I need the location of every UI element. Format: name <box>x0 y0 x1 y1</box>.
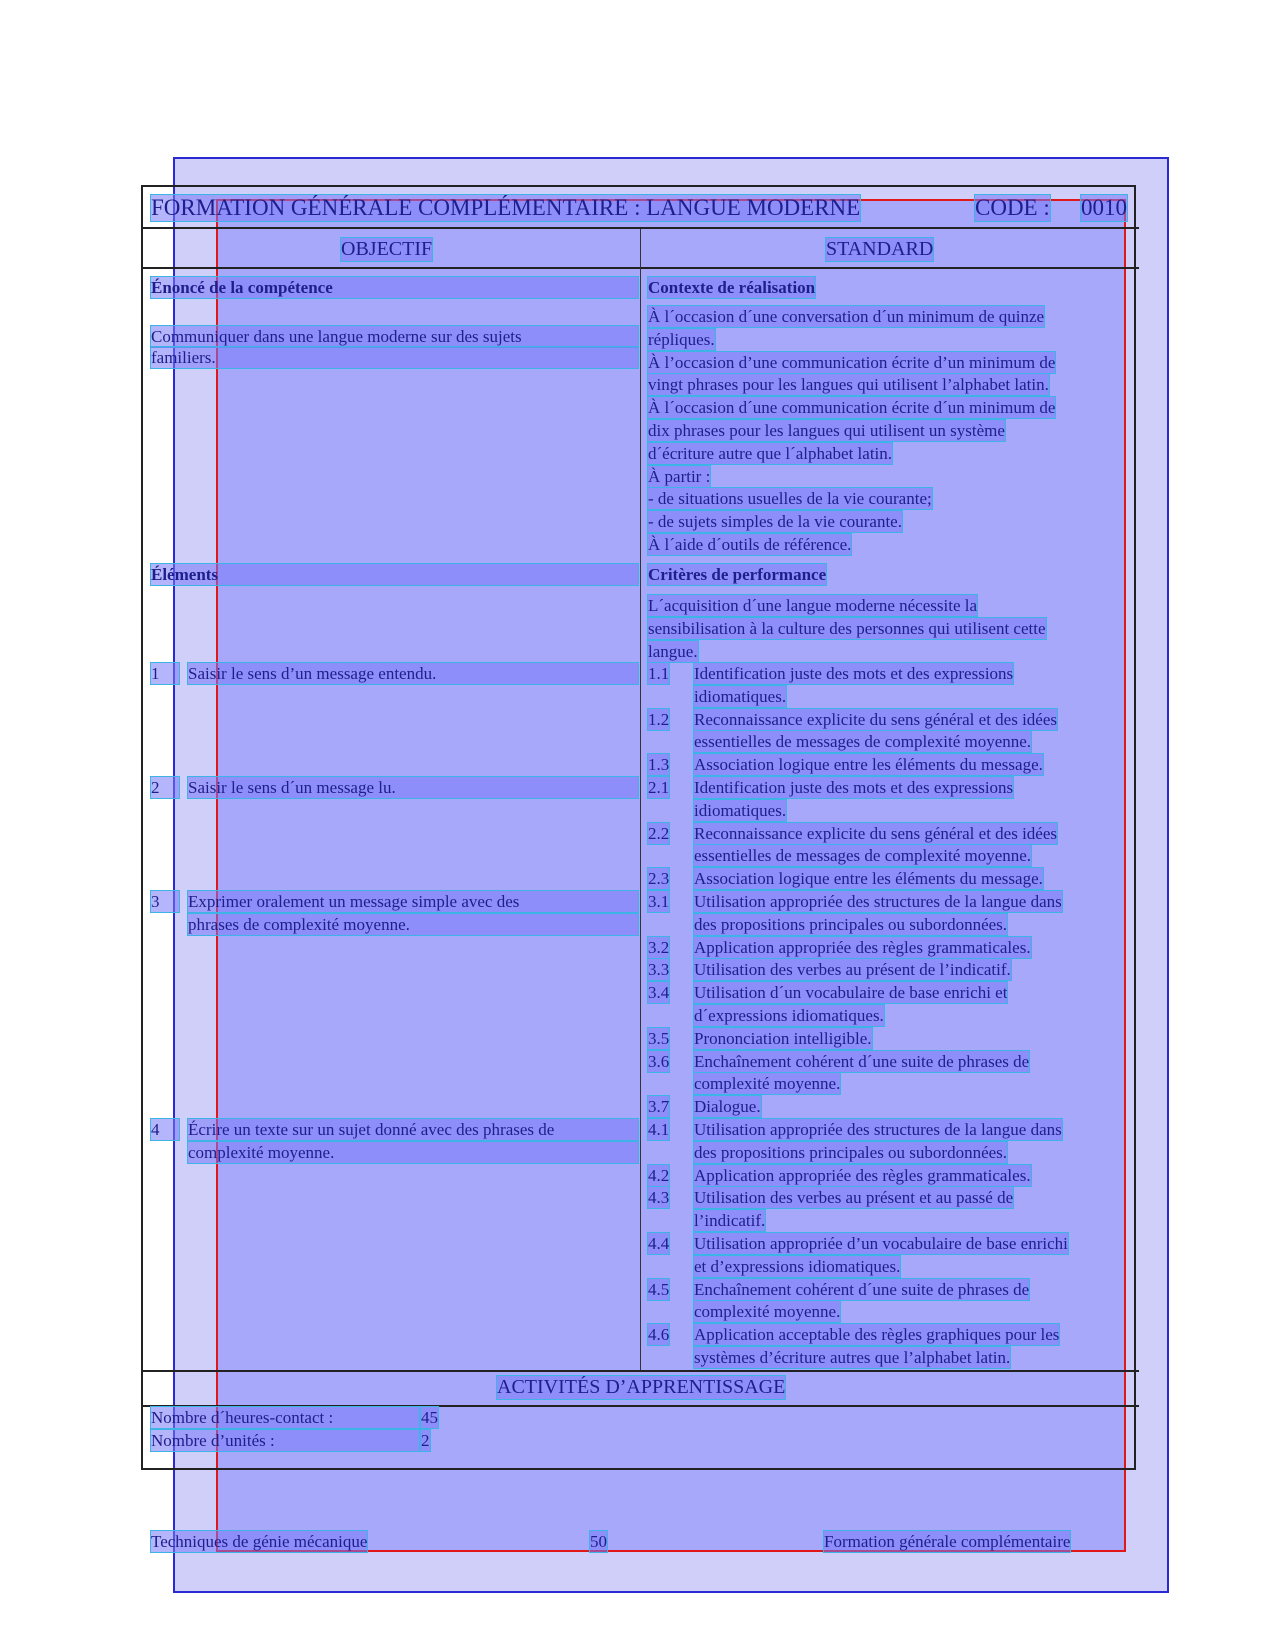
criterion-text: essentielles de messages de complexité moyenne. <box>694 846 1032 866</box>
criterion-text: Utilisation appropriée d’un vocabulaire de base enrichi <box>694 1234 1068 1253</box>
contexte-line: - de situations usuelles de la vie courante; <box>648 489 932 509</box>
criterion-text: essentielles de messages de complexité moyenne. <box>694 732 1032 752</box>
criterion-number: 4.2 <box>648 1165 670 1185</box>
criterion-text: Application appropriée des règles grammaticales. <box>694 1165 1031 1185</box>
criterion-number: 4.3 <box>648 1188 670 1208</box>
criterion-number: 3.7 <box>648 1097 670 1117</box>
contexte-line: répliques. <box>648 329 715 349</box>
competence-heading: Énoncé de la compétence <box>151 277 638 298</box>
contexte-line: vingt phrases pour les langues qui utilisent l’alphabet latin. <box>648 375 1049 395</box>
element-number: 3 <box>151 891 179 912</box>
competence-line: Communiquer dans une langue moderne sur des sujets <box>151 326 638 347</box>
criteres-heading: Critères de performance <box>648 565 827 584</box>
criterion-text: Identification juste des mots et des expressions <box>694 664 1014 683</box>
criterion-text: Application appropriée des règles grammaticales. <box>694 937 1031 957</box>
criterion-text: Reconnaissance explicite du sens général et des idées <box>694 823 1058 843</box>
intro-line: sensibilisation à la culture des personnes qui utilisent cette <box>648 618 1046 638</box>
element-text: phrases de complexité moyenne. <box>188 914 638 935</box>
contexte-line: dix phrases pour les langues qui utilisent un système <box>648 421 1005 440</box>
heures-value: 45 <box>421 1408 438 1427</box>
contexte-line: À l’occasion d’une communication écrite d’un minimum de <box>648 352 1056 372</box>
criterion-text: Reconnaissance explicite du sens général et des idées <box>694 709 1058 729</box>
criterion-number: 4.5 <box>648 1279 670 1299</box>
contexte-line: d´écriture autre que l´alphabet latin. <box>648 443 893 463</box>
footer-left: Techniques de génie mécanique <box>151 1532 368 1551</box>
criterion-number: 2.2 <box>648 823 670 843</box>
criterion-text: systèmes d’écriture autres que l’alphabet latin. <box>694 1348 1011 1367</box>
criterion-text: Application acceptable des règles graphiques pour les <box>694 1325 1060 1345</box>
criterion-text: Association logique entre les éléments du message. <box>694 869 1043 889</box>
intro-line: langue. <box>648 641 698 661</box>
criterion-text: Identification juste des mots et des expressions <box>694 778 1014 797</box>
element-text: Saisir le sens d´un message lu. <box>188 777 638 798</box>
criterion-text: complexité moyenne. <box>694 1302 841 1322</box>
criterion-text: des propositions principales ou subordonnées. <box>694 914 1008 934</box>
column-separator <box>640 229 641 1370</box>
element-text: Écrire un texte sur un sujet donné avec des phrases de <box>188 1119 638 1140</box>
contexte-line: - de sujets simples de la vie courante. <box>648 512 902 532</box>
activities-top-divider <box>141 1370 1139 1372</box>
criterion-text: Utilisation des verbes au présent de l’indicatif. <box>694 960 1011 980</box>
code-label: CODE : <box>975 195 1050 220</box>
criterion-text: idiomatiques. <box>694 800 787 820</box>
contexte-line: À l´aide d´outils de référence. <box>648 535 852 554</box>
criterion-text: Enchaînement cohérent d´une suite de phrases de <box>694 1051 1030 1071</box>
criterion-number: 4.4 <box>648 1234 670 1253</box>
criterion-text: l’indicatif. <box>694 1211 766 1231</box>
criterion-text: Utilisation appropriée des structures de la langue dans <box>694 892 1062 911</box>
criterion-number: 3.2 <box>648 937 670 957</box>
footer-page-number: 50 <box>590 1532 607 1551</box>
criterion-text: et d’expressions idiomatiques. <box>694 1256 901 1276</box>
criterion-number: 3.4 <box>648 983 670 1003</box>
intro-line: L´acquisition d´une langue moderne nécessite la <box>648 596 978 615</box>
activites-heading: ACTIVITÉS D’APPRENTISSAGE <box>497 1376 786 1398</box>
criterion-number: 2.3 <box>648 869 670 889</box>
criterion-number: 1.3 <box>648 755 670 775</box>
criterion-number: 1.1 <box>648 664 670 683</box>
contexte-line: À l´occasion d´une conversation d´un minimum de quinze <box>648 307 1045 326</box>
code-value: 0010 <box>1081 195 1127 220</box>
criterion-number: 3.1 <box>648 892 670 911</box>
criterion-number: 2.1 <box>648 778 670 797</box>
criterion-text: Utilisation d´un vocabulaire de base enrichi et <box>694 983 1008 1003</box>
contexte-line: À partir : <box>648 466 711 486</box>
elements-heading: Éléments <box>151 564 638 585</box>
element-text: Exprimer oralement un message simple avec des <box>188 891 638 912</box>
contexte-line: À l´occasion d´une communication écrite d´un minimum de <box>648 398 1056 418</box>
element-number: 1 <box>151 663 179 684</box>
column-header-objectif: OBJECTIF <box>341 238 433 260</box>
criterion-text: Association logique entre les éléments du message. <box>694 755 1043 775</box>
criterion-number: 4.6 <box>648 1325 670 1345</box>
criterion-number: 1.2 <box>648 709 670 729</box>
criterion-number: 3.6 <box>648 1051 670 1071</box>
element-text: Saisir le sens d’un message entendu. <box>188 663 638 684</box>
criterion-text: Utilisation des verbes au présent et au passé de <box>694 1188 1014 1208</box>
criterion-text: Enchaînement cohérent d´une suite de phrases de <box>694 1279 1030 1299</box>
criterion-text: Dialogue. <box>694 1097 761 1117</box>
criterion-number: 4.1 <box>648 1120 670 1139</box>
unites-value: 2 <box>421 1431 430 1450</box>
element-text: complexité moyenne. <box>188 1142 638 1163</box>
criterion-text: Utilisation appropriée des structures de la langue dans <box>694 1120 1062 1139</box>
element-number: 4 <box>151 1119 179 1140</box>
unites-label: Nombre d’unités : <box>151 1430 419 1451</box>
criterion-text: des propositions principales ou subordonnées. <box>694 1142 1008 1162</box>
heures-label: Nombre d´heures-contact : <box>151 1407 419 1428</box>
criterion-text: idiomatiques. <box>694 686 787 706</box>
competence-line: familiers. <box>151 347 638 368</box>
criterion-text: d´expressions idiomatiques. <box>694 1006 884 1025</box>
page-title: FORMATION GÉNÉRALE COMPLÉMENTAIRE : LANGUE MODERNE <box>151 195 861 220</box>
criterion-number: 3.3 <box>648 960 670 980</box>
criterion-text: Prononciation intelligible. <box>694 1028 872 1048</box>
column-header-standard: STANDARD <box>826 238 934 260</box>
element-number: 2 <box>151 777 179 798</box>
contexte-heading: Contexte de réalisation <box>648 278 816 297</box>
footer-right: Formation générale complémentaire <box>824 1532 1071 1551</box>
criterion-number: 3.5 <box>648 1028 670 1048</box>
criterion-text: complexité moyenne. <box>694 1074 841 1094</box>
